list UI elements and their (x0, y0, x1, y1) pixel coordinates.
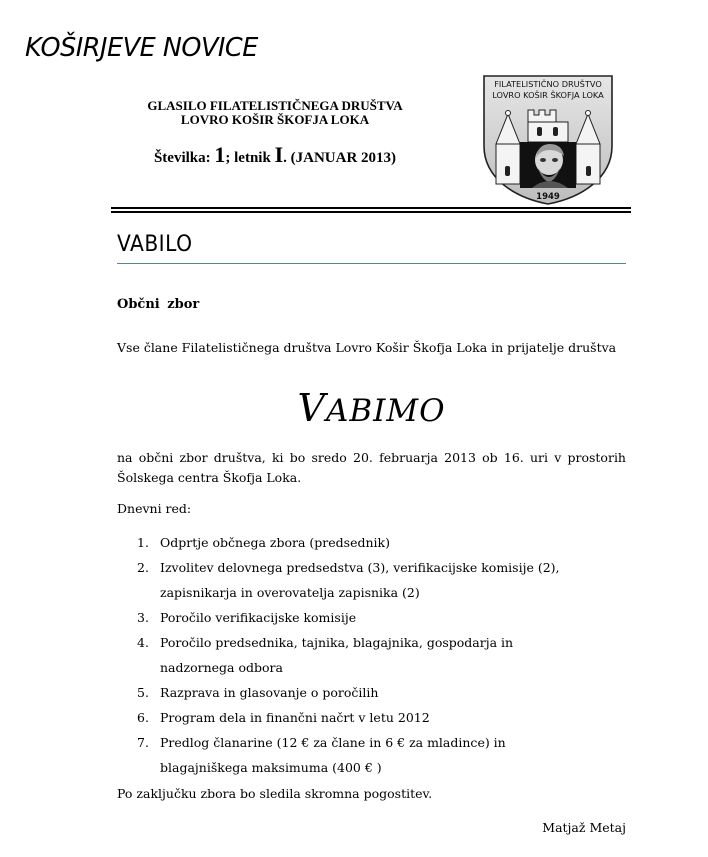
logo-text-line1: FILATELISTIČNO DRUŠTVO (494, 79, 602, 89)
agenda-item (117, 680, 626, 705)
header-divider-bottom (111, 211, 631, 213)
logo-year: 1949 (536, 192, 560, 202)
agenda-item-number: 2. (137, 560, 149, 575)
header-divider-top (111, 207, 631, 209)
agenda-item-text: Odprtje občnega zbora (predsednik) (160, 535, 390, 550)
invitation-callout (117, 386, 626, 430)
agenda-item (117, 705, 626, 730)
agenda-item-text: Poročilo predsednika, tajnika, blagajnika, gospodarja in nadzornega odbora (160, 635, 514, 675)
issue-info (110, 142, 440, 168)
agenda-item-text: Poročilo verifikacijske komisije (160, 610, 357, 625)
meeting-details-paragraph: na občni zbor društva, ki bo sredo 20. februarja 2013 ob 16. uri v prostorih Šolskega centra Škofja Loka. (117, 450, 626, 485)
agenda-list (117, 530, 626, 780)
agenda-item-number: 6. (137, 710, 149, 725)
agenda-item-number: 1. (137, 535, 149, 550)
section-title: VABILO (117, 232, 193, 257)
section-title-underline (117, 263, 626, 264)
masthead-title: KOŠIRJEVE NOVICE (25, 33, 258, 63)
invitation-callout-rest: ABIMO (325, 393, 446, 429)
logo-text-line2: LOVRO KOŠIR ŠKOFJA LOKA (492, 90, 604, 100)
intro-paragraph: Vse člane Filatelističnega društva Lovro Košir Škofja Loka in prijatelje društva (117, 340, 617, 355)
agenda-item (117, 630, 626, 680)
agenda-item-number: 7. (137, 735, 149, 750)
closing-paragraph: Po zaključku zbora bo sledila skromna pogostitev. (117, 786, 433, 801)
issue-year-label: ; letnik (225, 150, 275, 166)
agenda-item-number: 5. (137, 685, 149, 700)
issue-number: 1 (214, 142, 226, 167)
issue-date: . (JANUAR 2013) (283, 150, 397, 166)
agenda-item (117, 555, 626, 605)
publication-subtitle-line2: LOVRO KOŠIR ŠKOFJA LOKA (180, 112, 370, 127)
agenda-item-text: Predlog članarine (12 € za člane in 6 € za mladince) in blagajniškega maksimuma (400 € ) (160, 735, 506, 775)
society-crest-logo (480, 74, 616, 206)
agenda-item-text: Program dela in finančni načrt v letu 2012 (160, 710, 430, 725)
agenda-item (117, 605, 626, 630)
agenda-item-text: Razprava in glasovanje o poročilih (160, 685, 379, 700)
issue-year: I (274, 142, 284, 167)
agenda-item-number: 3. (137, 610, 149, 625)
agenda-item-text: Izvolitev delovnega predsedstva (3), verifikacijske komisije (2), zapisnikarja in overovatelja zapisnika (2) (160, 560, 560, 600)
agenda-item (117, 530, 626, 555)
agenda-item-number: 4. (137, 635, 149, 650)
article-subheading: Občni zbor (117, 297, 200, 312)
agenda-item (117, 730, 626, 780)
author-signature: Matjaž Metaj (542, 820, 626, 835)
publication-subtitle-line1: GLASILO FILATELISTIČNEGA DRUŠTVA (147, 98, 403, 113)
issue-number-label: Številka: (153, 150, 215, 166)
invitation-callout-initial: V (297, 386, 326, 430)
agenda-label: Dnevni red: (117, 501, 192, 516)
